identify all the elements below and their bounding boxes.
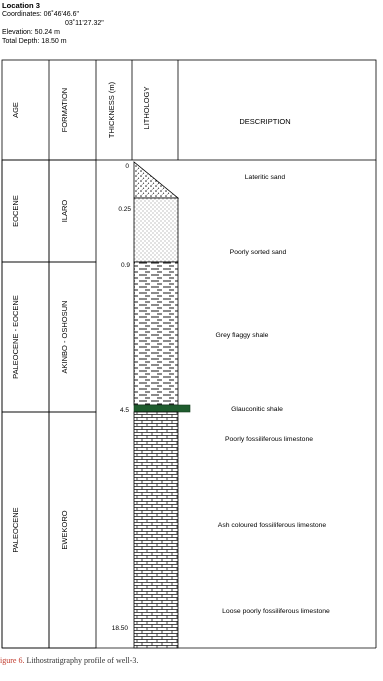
coordinates-line-1: Coordinates: 06˚46'46.6"	[2, 11, 79, 18]
age-label-eocene: EOCENE	[11, 195, 20, 227]
lithology-glauconitic-shale	[134, 405, 190, 412]
col-header-description: DESCRIPTION	[239, 117, 291, 126]
lithology-flaggy-shale	[134, 262, 178, 405]
lithology-sorted-sand	[134, 198, 178, 262]
depth-label-0: 0	[125, 163, 129, 170]
header-row-box	[2, 60, 376, 160]
col-header-lithology: LITHOLOGY	[142, 86, 151, 130]
formation-label-ewekoro: EWEKORO	[60, 510, 69, 550]
desc-loose-limestone: Loose poorly fossiliferous limestone	[222, 608, 330, 615]
desc-lateritic-sand: Lateritic sand	[244, 174, 286, 181]
formation-box-ilaro	[49, 160, 96, 262]
age-label-paleocene: PALEOCENE	[11, 507, 20, 553]
age-box-paleocene-eocene	[2, 262, 49, 412]
formation-label-akinbo-oshosun: AKINBO - OSHOSUN	[60, 300, 69, 374]
lithology-limestone	[134, 412, 178, 648]
formation-box-akinbo-oshosun	[49, 262, 96, 412]
age-box-eocene	[2, 160, 49, 262]
formation-label-ilaro: ILARO	[60, 199, 69, 223]
depth-label-18-50: 18.50	[111, 625, 128, 632]
figure-caption	[0, 656, 138, 665]
age-box-paleocene	[2, 412, 49, 648]
col-header-formation: FORMATION	[60, 87, 69, 133]
figure-caption-text: Lithostratigraphy profile of well-3.	[24, 656, 139, 665]
elevation: Elevation: 50.24 m	[2, 29, 60, 36]
lithology-lateritic-sand	[134, 162, 178, 198]
age-label-paleocene-eocene: PALEOCENE - EOCENE	[11, 295, 20, 379]
desc-ash-coloured-limestone: Ash coloured fossiliferous limestone	[217, 522, 327, 529]
desc-glauconitic-shale: Glauconitic shale	[231, 406, 283, 413]
depth-label-0-25: 0.25	[118, 206, 131, 213]
figure-label: igure 6.	[0, 656, 25, 665]
depth-label-0-9: 0.9	[120, 262, 130, 269]
col-header-age: AGE	[11, 102, 20, 118]
desc-poorly-fossiliferous-limestone: Poorly fossiliferous limestone	[224, 436, 314, 443]
col-header-thickness: THICKNESS (m)	[107, 81, 116, 139]
total-depth: Total Depth: 18.50 m	[2, 38, 67, 45]
coordinates-line-2: 03˚11'27.32"	[65, 20, 104, 27]
desc-poorly-sorted-sand: Poorly sorted sand	[229, 249, 287, 256]
desc-grey-flaggy-shale: Grey flaggy shale	[215, 332, 269, 339]
formation-box-ewekoro	[49, 412, 96, 648]
depth-label-4-5: 4.5	[119, 407, 129, 414]
location-title: Location 3	[2, 1, 40, 10]
